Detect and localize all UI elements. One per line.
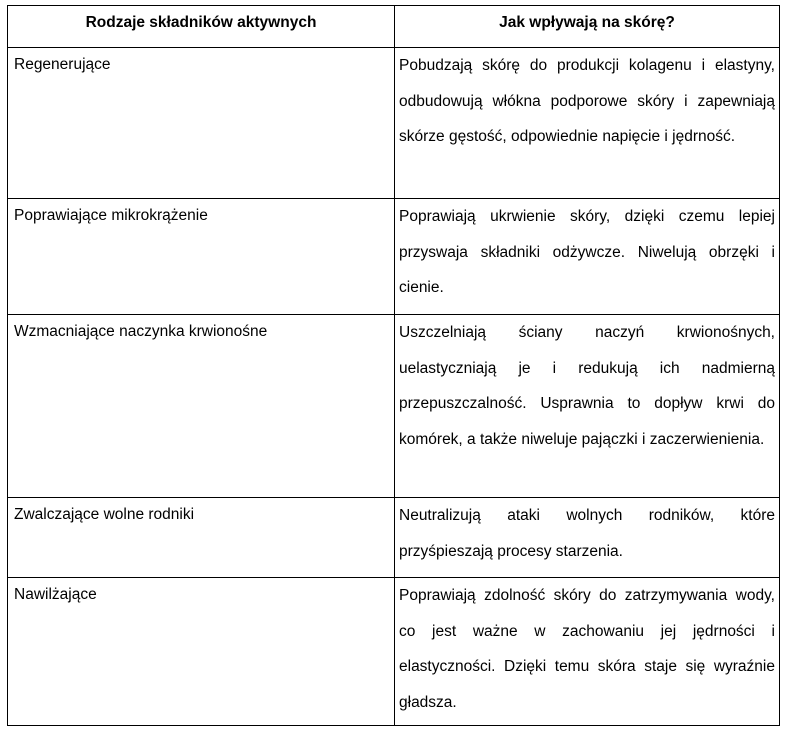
table-row — [8, 48, 780, 199]
active-ingredients-table — [7, 5, 780, 726]
table-header-row — [8, 6, 780, 48]
effect-description-text: Neutralizują ataki wolnych rodników, które przyśpieszają procesy starzenia. — [399, 507, 775, 560]
effect-description-text: Poprawiają ukrwienie skóry, dzięki czemu lepiej przyswaja składniki odżywcze. Niwelują obrzęki i cienie. — [399, 208, 775, 296]
effect-description-cell — [395, 199, 780, 315]
ingredient-type-cell: Nawilżające — [8, 578, 395, 726]
effect-description-cell — [395, 578, 780, 726]
effect-description-text: Pobudzają skórę do produkcji kolagenu i elastyny, odbudowują włókna podporowe skóry i zapewniają skórze gęstość, odpowiednie napięcie i jędrność. — [399, 57, 775, 145]
ingredient-type-cell: Poprawiające mikrokrążenie — [8, 199, 395, 315]
effect-description-text: Uszczelniają ściany naczyń krwionośnych, uelastyczniają je i redukują ich nadmierną przepuszczalność. Usprawnia to dopływ krwi do komórek, a także niweluje pajączki i zaczerwienienia. — [399, 324, 775, 448]
ingredient-type-cell: Zwalczające wolne rodniki — [8, 498, 395, 578]
header-skin-effect: Jak wpływają na skórę? — [395, 6, 780, 48]
table-row — [8, 315, 780, 498]
header-ingredient-types: Rodzaje składników aktywnych — [8, 6, 395, 48]
effect-description-text: Poprawiają zdolność skóry do zatrzymywania wody, co jest ważne w zachowaniu jej jędrności i elastyczności. Dzięki temu skóra staje się wyraźnie gładsza. — [399, 587, 775, 711]
ingredient-type-cell: Regenerujące — [8, 48, 395, 199]
effect-description-cell — [395, 498, 780, 578]
table-row — [8, 578, 780, 726]
effect-description-cell — [395, 315, 780, 498]
effect-description-cell — [395, 48, 780, 199]
table-row — [8, 498, 780, 578]
table-row — [8, 199, 780, 315]
ingredient-type-cell: Wzmacniające naczynka krwionośne — [8, 315, 395, 498]
